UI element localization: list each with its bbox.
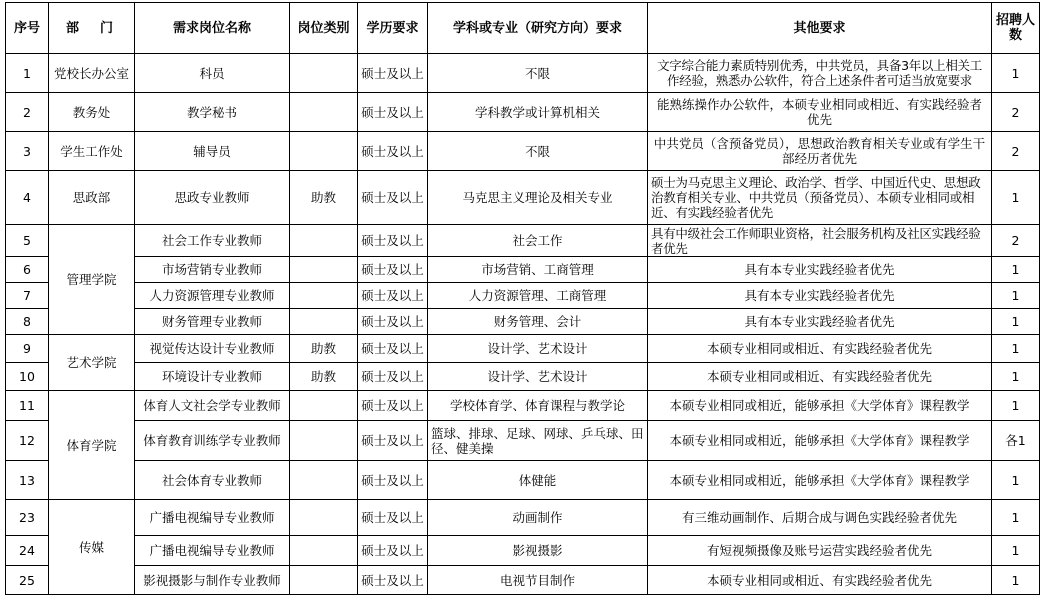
cell-dept-merged: 体育学院 [49, 391, 135, 500]
cell-major: 人力资源管理、工商管理 [428, 283, 648, 309]
cell-position: 科员 [135, 54, 290, 93]
cell-count: 2 [992, 225, 1040, 257]
recruitment-table [5, 2, 1040, 595]
cell-major: 学校体育学、体育课程与教学论 [428, 391, 648, 421]
cell-position: 体育人文社会学专业教师 [135, 391, 290, 421]
cell-other: 能熟练操作办公软件，本硕专业相同或相近、有实践经验者优先 [648, 93, 992, 132]
cell-major: 市场营销、工商管理 [428, 257, 648, 283]
cell-count: 1 [992, 461, 1040, 500]
cell-seq: 8 [6, 309, 49, 335]
cell-major: 体健能 [428, 461, 648, 500]
cell-category [290, 500, 358, 536]
cell-seq: 4 [6, 171, 49, 225]
cell-seq: 7 [6, 283, 49, 309]
cell-education: 硕士及以上 [358, 363, 428, 391]
cell-seq: 10 [6, 363, 49, 391]
cell-seq: 25 [6, 566, 49, 595]
cell-dept: 学生工作处 [49, 132, 135, 171]
cell-other: 本硕专业相同或相近，能够承担《大学体育》课程教学 [648, 461, 992, 500]
table-row [6, 500, 1040, 536]
cell-education: 硕士及以上 [358, 461, 428, 500]
cell-major: 影视摄影 [428, 536, 648, 566]
cell-other: 中共党员（含预备党员），思想政治教育相关专业或有学生干部经历者优先 [648, 132, 992, 171]
table-row [6, 54, 1040, 93]
header-count: 招聘人数 [992, 3, 1040, 54]
cell-seq: 6 [6, 257, 49, 283]
cell-education: 硕士及以上 [358, 132, 428, 171]
cell-count: 1 [992, 54, 1040, 93]
table-row [6, 225, 1040, 257]
cell-count: 1 [992, 171, 1040, 225]
cell-education: 硕士及以上 [358, 335, 428, 363]
table-row [6, 421, 1040, 461]
cell-category [290, 566, 358, 595]
cell-count: 1 [992, 283, 1040, 309]
cell-position: 辅导员 [135, 132, 290, 171]
cell-count: 1 [992, 335, 1040, 363]
cell-category: 助教 [290, 363, 358, 391]
cell-category [290, 225, 358, 257]
cell-count: 各1 [992, 421, 1040, 461]
cell-education: 硕士及以上 [358, 309, 428, 335]
cell-category [290, 309, 358, 335]
cell-major: 电视节目制作 [428, 566, 648, 595]
table-row [6, 132, 1040, 171]
cell-other: 具有本专业实践经验者优先 [648, 257, 992, 283]
cell-count: 1 [992, 500, 1040, 536]
cell-other: 有三维动画制作、后期合成与调色实践经验者优先 [648, 500, 992, 536]
cell-count: 1 [992, 536, 1040, 566]
cell-seq: 9 [6, 335, 49, 363]
cell-position: 广播电视编导专业教师 [135, 536, 290, 566]
cell-position: 社会工作专业教师 [135, 225, 290, 257]
cell-dept-merged: 艺术学院 [49, 335, 135, 391]
cell-count: 1 [992, 566, 1040, 595]
cell-seq: 24 [6, 536, 49, 566]
cell-education: 硕士及以上 [358, 421, 428, 461]
header-dept: 部 门 [49, 3, 135, 54]
cell-category [290, 283, 358, 309]
cell-seq: 13 [6, 461, 49, 500]
cell-education: 硕士及以上 [358, 566, 428, 595]
cell-other: 具有本专业实践经验者优先 [648, 309, 992, 335]
cell-position: 教学秘书 [135, 93, 290, 132]
cell-other: 本硕专业相同或相近、有实践经验者优先 [648, 335, 992, 363]
table-row [6, 93, 1040, 132]
cell-major: 篮球、排球、足球、网球、乒乓球、田径、健美操 [428, 421, 648, 461]
cell-category [290, 132, 358, 171]
cell-other: 具有中级社会工作师职业资格，社会服务机构及社区实践经验者优先 [648, 225, 992, 257]
cell-dept: 教务处 [49, 93, 135, 132]
cell-position: 体育教育训练学专业教师 [135, 421, 290, 461]
cell-other: 硕士为马克思主义理论、政治学、哲学、中国近代史、思想政治教育相关专业、中共党员（预备党员）、本硕专业相同或相近、有实践经验者优先 [648, 171, 992, 225]
cell-category: 助教 [290, 171, 358, 225]
table-row [6, 363, 1040, 391]
cell-other: 有短视频摄像及账号运营实践经验者优先 [648, 536, 992, 566]
cell-count: 1 [992, 391, 1040, 421]
cell-education: 硕士及以上 [358, 225, 428, 257]
cell-position: 人力资源管理专业教师 [135, 283, 290, 309]
table-row [6, 171, 1040, 225]
cell-major: 学科教学或计算机相关 [428, 93, 648, 132]
cell-seq: 3 [6, 132, 49, 171]
cell-count: 2 [992, 93, 1040, 132]
header-major: 学科或专业（研究方向）要求 [428, 3, 648, 54]
cell-category [290, 54, 358, 93]
table-row [6, 283, 1040, 309]
cell-other: 本硕专业相同或相近，能够承担《大学体育》课程教学 [648, 421, 992, 461]
table-row [6, 461, 1040, 500]
cell-major: 不限 [428, 54, 648, 93]
cell-category [290, 461, 358, 500]
cell-position: 市场营销专业教师 [135, 257, 290, 283]
header-position: 需求岗位名称 [135, 3, 290, 54]
table-row [6, 391, 1040, 421]
cell-seq: 5 [6, 225, 49, 257]
cell-major: 财务管理、会计 [428, 309, 648, 335]
cell-dept: 思政部 [49, 171, 135, 225]
cell-education: 硕士及以上 [358, 391, 428, 421]
table-row [6, 309, 1040, 335]
cell-education: 硕士及以上 [358, 500, 428, 536]
cell-category [290, 421, 358, 461]
cell-dept: 党校长办公室 [49, 54, 135, 93]
header-row [6, 3, 1040, 54]
cell-major: 动画制作 [428, 500, 648, 536]
cell-seq: 2 [6, 93, 49, 132]
cell-major: 设计学、艺术设计 [428, 363, 648, 391]
cell-other: 文字综合能力素质特别优秀，中共党员，具备3年以上相关工作经验，熟悉办公软件，符合上述条件者可适当放宽要求 [648, 54, 992, 93]
cell-position: 影视摄影与制作专业教师 [135, 566, 290, 595]
cell-dept-merged: 传媒 [49, 500, 135, 595]
cell-count: 1 [992, 257, 1040, 283]
cell-other: 本硕专业相同或相近、有实践经验者优先 [648, 566, 992, 595]
cell-category [290, 257, 358, 283]
table-row [6, 257, 1040, 283]
cell-count: 2 [992, 132, 1040, 171]
header-education: 学历要求 [358, 3, 428, 54]
table-row [6, 536, 1040, 566]
table-row [6, 335, 1040, 363]
cell-other: 本硕专业相同或相近，能够承担《大学体育》课程教学 [648, 391, 992, 421]
cell-position: 环境设计专业教师 [135, 363, 290, 391]
cell-education: 硕士及以上 [358, 171, 428, 225]
table-row [6, 566, 1040, 595]
cell-dept-merged: 管理学院 [49, 225, 135, 335]
cell-position: 社会体育专业教师 [135, 461, 290, 500]
cell-other: 本硕专业相同或相近、有实践经验者优先 [648, 363, 992, 391]
cell-education: 硕士及以上 [358, 54, 428, 93]
recruitment-table-container [5, 2, 1039, 595]
header-category: 岗位类别 [290, 3, 358, 54]
cell-education: 硕士及以上 [358, 257, 428, 283]
cell-major: 马克思主义理论及相关专业 [428, 171, 648, 225]
cell-seq: 1 [6, 54, 49, 93]
cell-category: 助教 [290, 335, 358, 363]
cell-position: 思政专业教师 [135, 171, 290, 225]
cell-education: 硕士及以上 [358, 93, 428, 132]
cell-position: 广播电视编导专业教师 [135, 500, 290, 536]
cell-seq: 12 [6, 421, 49, 461]
cell-seq: 11 [6, 391, 49, 421]
header-seq: 序号 [6, 3, 49, 54]
cell-education: 硕士及以上 [358, 283, 428, 309]
cell-count: 1 [992, 309, 1040, 335]
cell-position: 财务管理专业教师 [135, 309, 290, 335]
cell-count: 1 [992, 363, 1040, 391]
header-other: 其他要求 [648, 3, 992, 54]
cell-position: 视觉传达设计专业教师 [135, 335, 290, 363]
cell-education: 硕士及以上 [358, 536, 428, 566]
cell-major: 社会工作 [428, 225, 648, 257]
cell-seq: 23 [6, 500, 49, 536]
cell-major: 设计学、艺术设计 [428, 335, 648, 363]
cell-other: 具有本专业实践经验者优先 [648, 283, 992, 309]
cell-major: 不限 [428, 132, 648, 171]
cell-category [290, 536, 358, 566]
cell-category [290, 391, 358, 421]
cell-category [290, 93, 358, 132]
